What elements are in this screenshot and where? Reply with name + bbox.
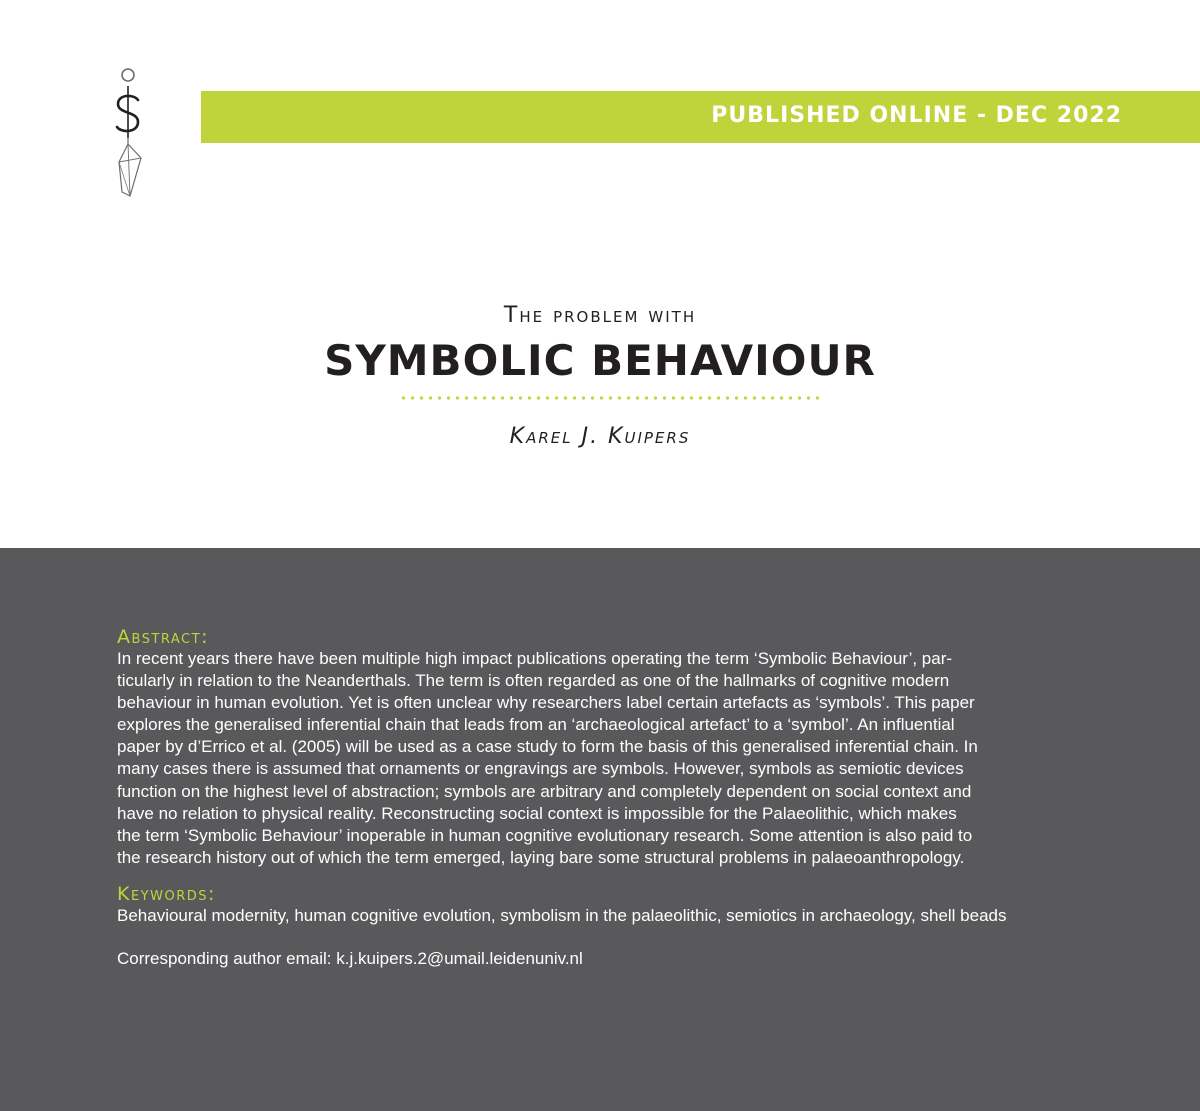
abstract-line: the research history out of which the term emerged, laying bare some structural problems in palaeoanthropology. — [117, 847, 965, 867]
abstract-line: function on the highest level of abstraction; symbols are arbitrary and completely dependent on social context and — [117, 781, 972, 801]
pre-title: The problem with — [503, 303, 697, 328]
dotted-divider — [399, 396, 819, 400]
title-block — [0, 296, 1200, 386]
abstract-line: have no relation to physical reality. Reconstructing social context is impossible for the Palaeolithic, which makes — [117, 803, 957, 823]
abstract-line: paper by d’Errico et al. (2005) will be used as a case study to form the basis of this generalised inferential chain. In — [117, 737, 978, 757]
publication-date-label: PUBLISHED ONLINE - DEC 2022 — [711, 103, 1122, 128]
keywords-body: Behavioural modernity, human cognitive evolution, symbolism in the palaeolithic, semiotics in archaeology, shell beads — [117, 905, 1007, 925]
abstract-content — [117, 626, 1092, 970]
corresponding-author-email: Corresponding author email: k.j.kuipers.2@umail.leidenuniv.nl — [117, 948, 583, 968]
abstract-heading: Abstract: — [117, 626, 209, 648]
keywords-heading: Keywords: — [117, 882, 216, 905]
author-name: Karel J. Kuipers — [509, 424, 691, 449]
abstract-line: In recent years there have been multiple high impact publications operating the term ‘Symbolic Behaviour’, par- — [117, 649, 953, 668]
page-title: SYMBOLIC BEHAVIOUR — [324, 336, 876, 385]
abstract-panel — [0, 548, 1200, 1111]
abstract-line: behaviour in human evolution. Yet is often unclear why researchers label certain artefacts as ‘symbols’. This paper — [117, 693, 975, 713]
abstract-line: explores the generalised inferential chain that leads from an ‘archaeological artefact’ to a ‘symbol’. An influential — [117, 715, 955, 735]
dollar-pendulum-logo-icon — [108, 66, 148, 200]
abstract-line: many cases there is assumed that ornaments or engravings are symbols. However, symbols as semiotic devices — [117, 759, 964, 779]
abstract-body — [117, 648, 1092, 869]
abstract-line: ticularly in relation to the Neanderthals. The term is often regarded as one of the hallmarks of cognitive modern — [117, 671, 950, 691]
publication-banner — [201, 91, 1200, 143]
abstract-line: the term ‘Symbolic Behaviour’ inoperable in human cognitive evolutionary research. Some attention is also paid to — [117, 825, 973, 845]
